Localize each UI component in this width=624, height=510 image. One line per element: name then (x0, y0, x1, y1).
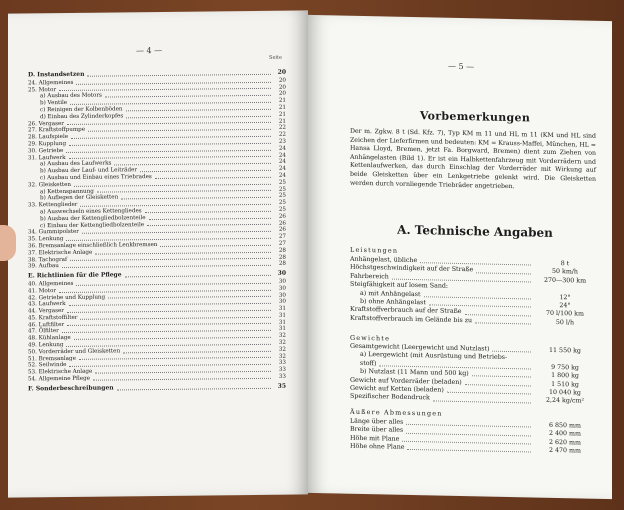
toc-entry-page: 25 (278, 199, 286, 206)
toc-entry-page: 25 (278, 206, 286, 213)
toc-entry-label: 48. Kühlanlage (28, 335, 71, 342)
toc-entry-label: 46. Luftfilter (28, 321, 65, 329)
toc-leader-dots (160, 244, 271, 247)
toc-entry-page: 23 (278, 138, 286, 145)
spec-leader-dots (407, 448, 531, 453)
toc-entry-page: 21 (278, 118, 286, 125)
spec-label: stoff) (360, 359, 377, 368)
toc-entry (28, 384, 286, 393)
spec-leader-dots (465, 383, 531, 386)
right-page-content (350, 16, 600, 455)
page-title: Vorbemerkungen (419, 109, 531, 125)
spec-label: b) Nutzlast (11 Mann und 500 kg) (360, 368, 469, 378)
toc-entry-page: 20 (278, 84, 286, 91)
spec-leader-dots (510, 360, 531, 361)
left-page (8, 10, 308, 497)
toc-leader-dots (95, 370, 271, 374)
leistungen-heading: Leistungen (350, 245, 399, 255)
spec-label: Spezifischer Bodendruck (350, 393, 430, 402)
toc-entry-label: 32. Gleisketten (28, 181, 72, 189)
toc-entry-page: 28 (278, 247, 286, 254)
toc-entry-label: b) Ausbau der Lauf- und Leiträder (40, 167, 138, 175)
toc-leader-dots (123, 349, 271, 353)
toc-entry-page: 27 (278, 233, 286, 240)
spec-label: Länge über alles (350, 417, 404, 426)
toc-leader-dots (155, 176, 271, 179)
toc-entry-page: 31 (278, 326, 286, 333)
toc-leader-dots (108, 295, 271, 299)
spec-value: 2 620 mm (549, 438, 581, 447)
toc-entry-page: 24 (278, 172, 286, 179)
spec-value: 8 t (560, 260, 570, 268)
thumb (0, 225, 16, 261)
toc-entry-label: 34. Gummipolster (28, 229, 79, 236)
spec-leader-dots (475, 321, 531, 324)
spec-label: a) mit Anhängelast (360, 289, 421, 298)
toc-entry (28, 374, 286, 383)
toc-entry-label: 26. Vergaser (28, 120, 64, 127)
spec-value: 2 400 mm (549, 430, 581, 438)
toc-entry-page: 28 (278, 254, 286, 261)
spec-value: 70 l/100 km (546, 310, 584, 318)
toc-leader-dots (145, 210, 271, 213)
toc-entry-page: 30 (278, 278, 286, 285)
toc-leader-dots (95, 250, 271, 254)
toc-entry-page: 33 (278, 360, 286, 367)
toc-leader-dots (121, 196, 271, 200)
toc-leader-dots (147, 223, 271, 226)
spec-label: Gesamtgewicht (Leergewicht und Nutzlast) (350, 342, 490, 353)
toc-entry-page: 30 (278, 285, 286, 292)
spec-leader-dots (472, 375, 531, 378)
toc-leader-dots (114, 162, 271, 166)
section-heading: A. Technische Angaben (397, 222, 553, 240)
toc-leader-dots (125, 274, 271, 278)
toc-entry-label: 42. Getriebe und Kupplung (28, 294, 106, 301)
spec-value: 2,24 kg/cm² (545, 397, 584, 405)
spec-label: Gewicht auf Ketten (beladen) (350, 384, 444, 394)
toc-entry-label: 50. Vorderräder und Gleisketten (28, 348, 121, 356)
spec-leader-dots (492, 350, 531, 353)
toc-entry-page: 30 (278, 292, 286, 299)
spec-value: 270—300 km (543, 276, 587, 285)
intro-paragraph: Der m. Zgkw. 8 t (Sd. Kfz. 7), Typ KM m 11 und HL m 11 (KM und HL sind Zeichen der Lieferfirmen und bedeuten: KM = Krauss-Maffei, München, HL = Hansa Lloyd, Bremen, jetzt Fa. Borgward, Bremen) dient zum Ziehen von Anhängelasten (Bild 1). Er ist ein Halbkettenfahrzeug mit Vorderrädern und Kettenlaufwerken, das durch Einschlag der Vorderräder mit Wirkung auf beide Gleisketten über ein Lenkgetriebe gelenkt wird. Die Gleisketten werden durch vornliegende Triebräder angetrieben. (350, 127, 596, 190)
toc-entry-page: 28 (278, 260, 286, 268)
toc-leader-dots (93, 377, 271, 381)
spec-value: 10 040 kg (549, 388, 581, 397)
toc-entry-page: 25 (278, 186, 286, 193)
gewichte-heading: Gewichte (350, 333, 391, 343)
toc-entry-label: 54. Allgemeine Pflege (28, 375, 90, 383)
toc-entry-page: 24 (278, 152, 286, 159)
toc-entry-page: 33 (278, 366, 286, 373)
toc-entry-label: a) Kettenspannung (40, 188, 94, 195)
left-page-number: — 4 — (136, 45, 163, 56)
toc-entry-label: 27. Kraftstoffpumpe (28, 127, 86, 134)
toc-entry-label: c) Einbau der Kettengliedbolzenteile (40, 221, 145, 229)
toc-entry-page: 20 (277, 68, 286, 76)
toc-entry-label: 52. Seilwinde (28, 362, 67, 369)
toc-entry-page: 35 (277, 382, 286, 390)
toc-entry-label: 44. Vergaser (28, 308, 64, 315)
abmessungen-heading: Äußere Abmessungen (350, 407, 443, 418)
toc-entry-page: 31 (278, 319, 286, 326)
toc-entry-label: 53. Elektrische Anlage (28, 368, 93, 376)
toc-entry-label: a) Ausbau des Laufwerks (40, 160, 112, 168)
right-page-number: — 5 — (448, 61, 475, 72)
open-book (8, 8, 614, 502)
spec-label: Steigfähigkeit auf losem Sand: (350, 280, 449, 290)
spec-leader-dots (451, 288, 531, 291)
spec-label: Anhängelast, übliche (350, 255, 418, 265)
spec-label: Gewicht auf Vorderräder (beladen) (350, 376, 462, 386)
toc-entry-label: 31. Laufwerk (28, 154, 66, 161)
toc-entry-page: 33 (278, 373, 286, 380)
toc-entry-label: d) Einbau des Zylinderkopfes (40, 113, 124, 121)
toc-entry-page: 25 (278, 179, 286, 186)
toc-entry-page: 24 (278, 145, 286, 152)
toc-entry-label: 43. Laufwerk (28, 301, 66, 308)
toc-leader-dots (126, 114, 271, 118)
toc-leader-dots (126, 108, 271, 112)
toc-entry-label: b) Auflegen der Gleisketten (40, 194, 119, 202)
toc-leader-dots (87, 73, 271, 77)
toc-entry-page: 30 (278, 298, 286, 306)
toc-leader-dots (97, 189, 271, 193)
toc-entry-page: 24 (278, 165, 286, 172)
spec-value: 1 510 kg (551, 380, 579, 389)
spec-value: 6 850 mm (549, 421, 581, 430)
toc-entry-label: 47. Ölfilter (28, 328, 59, 335)
toc-entry-page: 30 (277, 269, 286, 277)
toc-entry-label: 24. Allgemeines (28, 79, 74, 87)
toc-leader-dots (62, 264, 271, 268)
toc-entry-label: c) Reinigen der Kolbenböden (40, 106, 123, 114)
toc-entry-label: F. Sonderbeschreibungen (28, 384, 114, 393)
toc-entry-page: 32 (278, 332, 286, 340)
spec-leader-dots (465, 313, 531, 316)
spec-value: 12° (559, 293, 571, 301)
spec-value: 50 l/h (555, 318, 575, 327)
spec-label: Kraftstoffverbrauch auf der Straße (350, 306, 462, 316)
toc-entry-label: D. Instandsetzen (28, 70, 85, 79)
toc-entry-label: 25. Motor (28, 86, 57, 93)
spec-value: 50 km/h (552, 268, 578, 276)
spec-label: Breite über alles (350, 426, 404, 435)
toc-entry-label: b) Ausbau der Kettengliedbolzenteile (40, 214, 146, 222)
spec-label: Fahrbereich (350, 272, 389, 281)
toc-entry-label: 30. Getriebe (28, 147, 64, 155)
toc-entry-page: 21 (278, 111, 286, 118)
toc-entry-label: 28. Laufspiele (28, 134, 69, 141)
toc-entry-label: 35. Lenkung (28, 236, 64, 243)
toc-entry-label: 37. Elektrische Anlage (28, 249, 93, 257)
spec-leader-dots (433, 399, 531, 403)
spec-label: Kraftstoffverbrauch im Gelände bis zu (350, 314, 473, 325)
toc-entry-label: a) Auswechseln eines Kettengliedes (40, 208, 142, 216)
spec-label: Höhe mit Plane (350, 434, 400, 443)
right-page (308, 15, 612, 499)
spec-value: 2 470 mm (549, 447, 581, 455)
toc-entry-page: 31 (278, 305, 286, 312)
toc-entry-label: a) Ausbau des Motors (40, 92, 102, 100)
toc-entry-page: 20 (278, 91, 286, 98)
toc-entry-page: 32 (278, 346, 286, 353)
table-of-contents (28, 67, 286, 394)
toc-entry-page: 32 (278, 339, 286, 346)
toc-leader-dots (140, 169, 271, 172)
toc-entry-label: c) Ausbau und Einbau eines Triebrades (40, 174, 152, 182)
toc-entry-label: 41. Motor (28, 287, 57, 295)
spec-label: a) Leergewicht (mit Ausrüstung und Betriebs- (360, 351, 508, 362)
toc-entry-page: 31 (278, 312, 286, 319)
toc-entry-page: 26 (278, 226, 286, 234)
toc-entry-page: 20 (278, 77, 286, 84)
toc-entry-label: 49. Lenkung (28, 342, 64, 349)
toc-entry-page: 24 (278, 159, 286, 166)
spec-label: Höchstgeschwindigkeit auf der Straße (350, 264, 474, 274)
spec-label: Höhe ohne Plane (350, 442, 405, 452)
spec-leader-dots (476, 271, 531, 274)
toc-leader-dots (105, 94, 271, 98)
spec-value: 24° (559, 302, 571, 310)
toc-entry-page: 21 (278, 104, 286, 111)
toc-entry-page: 22 (278, 131, 286, 138)
toc-entry-page: 22 (278, 125, 286, 132)
toc-entry-page: 26 (278, 213, 286, 220)
toc-entry-label: 45. Kraftstoffilter (28, 314, 78, 322)
toc-entry-label: 51. Bremsanlage (28, 355, 76, 363)
toc-leader-dots (149, 216, 271, 219)
toc-leader-dots (117, 386, 271, 390)
toc-entry-page: 27 (278, 240, 286, 247)
spec-value: 1 800 kg (551, 372, 579, 380)
toc-entry-label: 33. Kettenglieder (28, 201, 78, 209)
toc-entry-page: 25 (278, 193, 286, 200)
spec-value: 9 750 kg (551, 363, 579, 372)
toc-entry-label: 29. Kupplung (28, 140, 67, 148)
toc-entry-label: b) Ventile (40, 100, 68, 107)
toc-entry-page: 32 (278, 353, 286, 360)
spec-label: b) ohne Anhängelast (360, 297, 426, 307)
toc-entry-label: 38. Tachograf (28, 256, 68, 263)
toc-entry-label: 39. Aufbau (28, 263, 59, 270)
toc-entry-label: 36. Bremsanlage einschließlich Lenkbremsen (28, 241, 158, 250)
toc-entry-label: 40. Allgemeines (28, 280, 74, 288)
spec-value: 11 550 kg (549, 346, 581, 355)
toc-entry-page: 21 (278, 97, 286, 104)
spec-leader-dots (447, 391, 531, 395)
toc-entry-label: E. Richtlinien für die Pflege (28, 271, 122, 280)
seite-label: Seite (269, 54, 282, 61)
toc-entry-page: 26 (278, 220, 286, 227)
